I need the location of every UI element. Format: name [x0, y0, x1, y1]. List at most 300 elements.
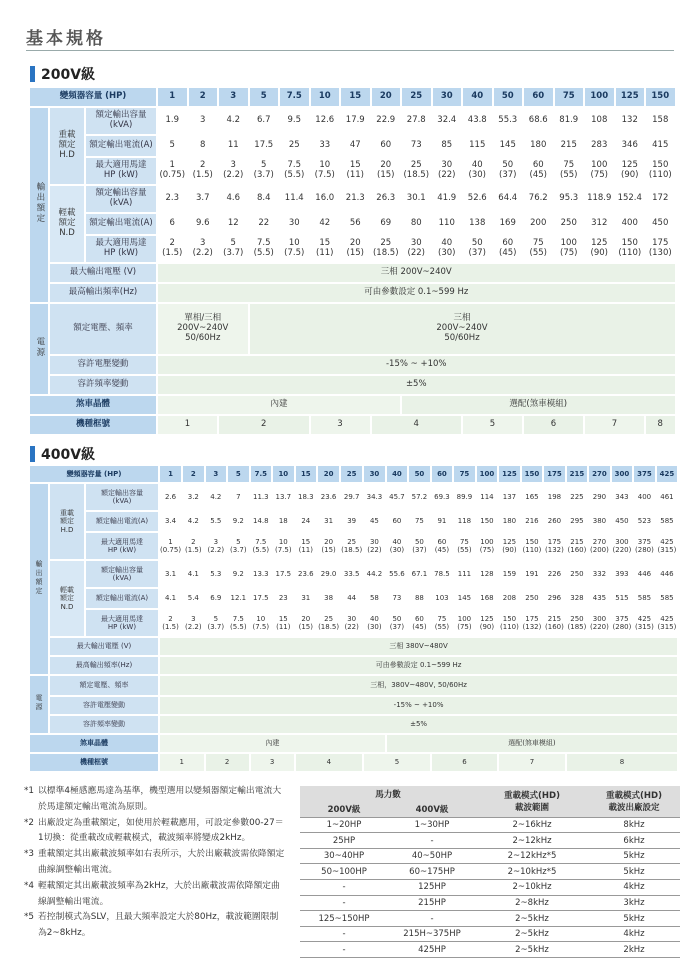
carrier-cell: 50~100HP — [300, 864, 388, 880]
spec-value: 10 (7.5) — [280, 236, 309, 262]
spec-value: 108 — [585, 108, 614, 134]
rated-current-label: 額定輸出電流(A) — [86, 589, 158, 608]
capacity-value: 40 — [463, 88, 492, 106]
spec-value: 2 (1.5) — [158, 236, 187, 262]
capacity-value: 60 — [524, 88, 553, 106]
footnote-number: *1 — [24, 786, 34, 796]
spec-value: 200 — [524, 214, 553, 234]
spec-value: 56 — [341, 214, 370, 234]
capacity-value: 20 — [318, 466, 339, 482]
frame-value: 8 — [567, 754, 678, 771]
spec-value: 7.5 (5.5) — [280, 158, 309, 184]
spec-value: 5.3 — [206, 561, 227, 587]
footnote-number: *3 — [24, 849, 34, 860]
table-row — [30, 589, 677, 608]
rated-current-label: 額定輸出電流(A) — [86, 136, 156, 156]
table-row — [30, 735, 677, 752]
spec-value: 11 — [219, 136, 248, 156]
carrier-cell: 2~16kHz — [476, 817, 588, 833]
spec-value: 415 — [646, 136, 675, 156]
spec-value: 3.2 — [183, 484, 204, 510]
max-voltage-label: 最大輸出電壓 (V) — [50, 638, 158, 655]
voltage-variation-label: 容許電壓變動 — [50, 356, 156, 374]
spec-value: 60 (45) — [524, 158, 553, 184]
spec-value: 88 — [409, 589, 430, 608]
spec-value: 7 — [228, 484, 249, 510]
footnote-number: *5 — [24, 912, 34, 923]
brake-transistor-label: 煞車晶體 — [30, 396, 156, 414]
heavy-rating-label: 重載 額定 H.D — [50, 484, 84, 559]
spec-value: 461 — [657, 484, 678, 510]
spec-value: 8 — [189, 136, 218, 156]
spec-value: 169 — [494, 214, 523, 234]
spec-value: 250 (185) — [567, 610, 588, 636]
spec-value: 58 — [364, 589, 385, 608]
spec-value: 111 — [454, 561, 475, 587]
max-motor-label: 最大適用馬達 HP (kW) — [86, 236, 156, 262]
spec-value: 32.4 — [433, 108, 462, 134]
table-row — [30, 676, 677, 695]
capacity-value: 10 — [273, 466, 294, 482]
spec-value: 50 (37) — [409, 533, 430, 559]
carrier-cell: 215HP — [388, 895, 476, 911]
spec-value: 250 — [522, 589, 543, 608]
capacity-value: 150 — [522, 466, 543, 482]
footnote — [24, 816, 286, 848]
spec-value: 20 (15) — [296, 610, 317, 636]
spec-value: 3.1 — [160, 561, 181, 587]
capacity-value: 125 — [499, 466, 520, 482]
table-row — [30, 376, 675, 394]
spec-value: 180 — [524, 136, 553, 156]
carrier-row — [300, 895, 680, 911]
spec-value: 435 — [589, 589, 610, 608]
spec-value: 5 (3.7) — [228, 533, 249, 559]
spec-value: 191 — [522, 561, 543, 587]
carrier-cell: 6kHz — [588, 833, 680, 849]
spec-value: 5 (3.7) — [219, 236, 248, 262]
spec-value: 150 (110) — [646, 158, 675, 184]
light-rating-label: 輕載 額定 N.D — [50, 561, 84, 636]
carrier-cell: 30~40HP — [300, 848, 388, 864]
spec-value: 145 — [494, 136, 523, 156]
spec-value: 2.6 — [160, 484, 181, 510]
capacity-value: 2 — [189, 88, 218, 106]
voltage-variation-value: -15% ~ +10% — [160, 697, 677, 714]
table-row — [30, 396, 675, 414]
spec-value: 118 — [454, 512, 475, 531]
brake-builtin: 內建 — [160, 735, 385, 752]
carrier-frequency-table — [300, 786, 680, 958]
spec-value: 25 (18.5) — [372, 236, 401, 262]
spec-value: 215 (160) — [567, 533, 588, 559]
spec-value: 30 (22) — [402, 236, 431, 262]
spec-table-400v — [28, 464, 679, 773]
capacity-value: 15 — [296, 466, 317, 482]
spec-value: 3.7 — [189, 186, 218, 212]
table-row — [30, 214, 675, 234]
table-row — [30, 158, 675, 184]
spec-value: 52.6 — [463, 186, 492, 212]
frequency-variation-value: ±5% — [158, 376, 675, 394]
table-row — [30, 484, 677, 510]
capacity-value: 50 — [409, 466, 430, 482]
spec-value: 523 — [634, 512, 655, 531]
spec-value: 69.3 — [432, 484, 453, 510]
max-frequency-label: 最高輸出頻率(Hz) — [50, 284, 156, 302]
table-row — [30, 657, 677, 674]
spec-value: 78.5 — [432, 561, 453, 587]
capacity-value: 125 — [616, 88, 645, 106]
heavy-rating-label: 重載 額定 H.D — [50, 108, 84, 184]
spec-value: 33.5 — [341, 561, 362, 587]
spec-value: 25 (18.5) — [402, 158, 431, 184]
table-row — [30, 638, 677, 655]
capacity-value: 30 — [433, 88, 462, 106]
spec-value: 165 — [522, 484, 543, 510]
spec-value: 26.3 — [372, 186, 401, 212]
capacity-value: 20 — [372, 88, 401, 106]
spec-value: 2 (1.5) — [160, 610, 181, 636]
brake-optional: 選配(煞車模組) — [387, 735, 678, 752]
spec-value: 6 — [158, 214, 187, 234]
spec-value: 446 — [657, 561, 678, 587]
table-row — [30, 754, 677, 771]
max-motor-label: 最大適用馬達 HP (kW) — [86, 533, 158, 559]
section-400v-title: 400V級 — [41, 447, 96, 463]
carrier-cell: - — [300, 880, 388, 896]
spec-value: 30.1 — [402, 186, 431, 212]
frame-value: 5 — [364, 754, 430, 771]
carrier-cell: 425HP — [388, 942, 476, 958]
carrier-cell: 125~150HP — [300, 911, 388, 927]
spec-value: 128 — [477, 561, 498, 587]
carrier-cell: - — [388, 911, 476, 927]
rated-voltage-value: 三相，380V~480V, 50/60Hz — [160, 676, 677, 695]
spec-value: 81.9 — [555, 108, 584, 134]
spec-value: 21.3 — [341, 186, 370, 212]
spec-value: 450 — [612, 512, 633, 531]
table-row — [30, 284, 675, 302]
frame-value: 5 — [463, 416, 522, 434]
carrier-cell: 2~10kHz — [476, 880, 588, 896]
capacity-value: 30 — [364, 466, 385, 482]
spec-value: 250 — [567, 561, 588, 587]
capacity-value: 1 — [158, 88, 187, 106]
max-motor-label: 最大適用馬達 HP (kW) — [86, 610, 158, 636]
max-motor-label: 最大適用馬達 HP (kW) — [86, 158, 156, 184]
spec-value: 425 (315) — [657, 610, 678, 636]
spec-value: 172 — [646, 186, 675, 212]
output-rating-label: 輸出額定 — [30, 484, 48, 674]
frame-value: 4 — [372, 416, 462, 434]
spec-value: 10 (7.5) — [273, 533, 294, 559]
brake-builtin: 內建 — [158, 396, 400, 414]
spec-value: 250 — [555, 214, 584, 234]
carrier-cell: 8kHz — [588, 817, 680, 833]
capacity-header: 變頻器容量 (HP) — [30, 88, 156, 106]
spec-value: 80 — [402, 214, 431, 234]
spec-value: 50 (37) — [463, 236, 492, 262]
spec-value: 100 (75) — [454, 610, 475, 636]
max-voltage-label: 最大輸出電壓 (V) — [50, 264, 156, 282]
spec-value: 75 (55) — [555, 158, 584, 184]
footnote-text: 以標準4極感應馬達為基準，機型選用以變頻器額定輸出電流大於馬達額定輸出電流為原則。 — [38, 786, 282, 812]
footnote-text: 輕載額定其出廠載波頻率為2kHz，大於出廠載波需依降額定曲線調整輸出電流。 — [38, 880, 280, 907]
frame-value: 1 — [160, 754, 204, 771]
carrier-cell: 25HP — [300, 833, 388, 849]
spec-value: 295 — [567, 512, 588, 531]
table-row — [30, 716, 677, 733]
carrier-default-header: 重載模式(HD) 載波出廠設定 — [588, 786, 680, 817]
rated-voltage-label: 額定電壓、頻率 — [50, 676, 158, 695]
spec-value: 4.2 — [206, 484, 227, 510]
capacity-value: 75 — [555, 88, 584, 106]
capacity-value: 1 — [160, 466, 181, 482]
rated-voltage-single-three: 單相/三相 200V~240V 50/60Hz — [158, 304, 248, 354]
spec-value: 24 — [296, 512, 317, 531]
capacity-value: 100 — [585, 88, 614, 106]
capacity-value: 7.5 — [251, 466, 272, 482]
spec-value: 25 (18.5) — [341, 533, 362, 559]
max-voltage-value: 三相 200V~240V — [158, 264, 675, 282]
spec-value: 47 — [341, 136, 370, 156]
spec-value: 1.9 — [158, 108, 187, 134]
max-frequency-label: 最高輸出頻率(Hz) — [50, 657, 158, 674]
spec-value: 33 — [311, 136, 340, 156]
capacity-value: 300 — [612, 466, 633, 482]
spec-value: 22 — [250, 214, 279, 234]
spec-value: 7.5 (5.5) — [251, 533, 272, 559]
spec-value: 380 — [589, 512, 610, 531]
spec-value: 44.2 — [364, 561, 385, 587]
spec-value: 60 (45) — [494, 236, 523, 262]
capacity-value: 375 — [634, 466, 655, 482]
spec-value: 175 (130) — [646, 236, 675, 262]
capacity-header: 變頻器容量 (HP) — [30, 466, 158, 482]
capacity-value: 50 — [494, 88, 523, 106]
hp-header: 馬力數 — [300, 786, 476, 802]
spec-value: 198 — [544, 484, 565, 510]
frame-value: 3 — [251, 754, 294, 771]
spec-value: 100 (75) — [555, 236, 584, 262]
spec-value: 2 (1.5) — [189, 158, 218, 184]
spec-value: 75 (55) — [454, 533, 475, 559]
spec-value: 100 (75) — [477, 533, 498, 559]
capacity-value: 25 — [402, 88, 431, 106]
table-row — [30, 304, 675, 354]
table-row — [30, 466, 677, 482]
carrier-row — [300, 848, 680, 864]
output-rating-label: 輸出額定 — [30, 108, 48, 302]
frequency-variation-label: 容許頻率變動 — [50, 716, 158, 733]
spec-value: 11.3 — [251, 484, 272, 510]
spec-value: 283 — [585, 136, 614, 156]
spec-value: 20 (15) — [341, 236, 370, 262]
spec-value: 3 (2.2) — [183, 610, 204, 636]
spec-table-200v — [28, 86, 677, 436]
spec-value: 67.1 — [409, 561, 430, 587]
carrier-row — [300, 880, 680, 896]
spec-value: 75 (55) — [524, 236, 553, 262]
spec-value: 515 — [612, 589, 633, 608]
carrier-cell: 125HP — [388, 880, 476, 896]
carrier-cell: 4kHz — [588, 880, 680, 896]
page-title: 基本規格 — [26, 29, 106, 49]
spec-value: 118.9 — [585, 186, 614, 212]
spec-value: 6.9 — [206, 589, 227, 608]
spec-value: 125 (90) — [585, 236, 614, 262]
spec-value: 226 — [544, 561, 565, 587]
spec-value: 9.2 — [228, 561, 249, 587]
spec-value: 55.3 — [494, 108, 523, 134]
power-label: 電源 — [30, 676, 48, 733]
capacity-value: 7.5 — [280, 88, 309, 106]
table-row — [30, 512, 677, 531]
spec-value: 68.6 — [524, 108, 553, 134]
table-row — [30, 561, 677, 587]
table-row — [30, 356, 675, 374]
spec-value: 41.9 — [433, 186, 462, 212]
frame-label: 機種框號 — [30, 754, 158, 771]
section-400v-heading — [30, 444, 95, 464]
spec-value: 20 (15) — [318, 533, 339, 559]
spec-value: 585 — [657, 589, 678, 608]
spec-value: 95.3 — [555, 186, 584, 212]
footnote — [24, 847, 286, 879]
spec-value: 5.5 — [206, 512, 227, 531]
spec-value: 328 — [567, 589, 588, 608]
spec-value: 393 — [612, 561, 633, 587]
section-200v-title: 200V級 — [41, 67, 96, 83]
capacity-value: 40 — [387, 466, 408, 482]
spec-value: 215 — [555, 136, 584, 156]
spec-value: 15 (11) — [311, 236, 340, 262]
capacity-value: 5 — [250, 88, 279, 106]
spec-value: 44 — [341, 589, 362, 608]
spec-value: 150 (110) — [522, 533, 543, 559]
spec-value: 5 (3.7) — [206, 610, 227, 636]
title-divider — [26, 50, 674, 51]
spec-value: 400 — [634, 484, 655, 510]
spec-value: 4.2 — [183, 512, 204, 531]
carrier-cell: 3kHz — [588, 895, 680, 911]
brake-transistor-label: 煞車晶體 — [30, 735, 158, 752]
frequency-variation-value: ±5% — [160, 716, 677, 733]
spec-value: 34.3 — [364, 484, 385, 510]
spec-value: 125 (90) — [616, 158, 645, 184]
carrier-cell: 2~12kHz*5 — [476, 848, 588, 864]
spec-value: 17.9 — [341, 108, 370, 134]
col-200v-header: 200V級 — [300, 802, 388, 818]
power-label: 電源 — [30, 304, 48, 394]
spec-value: 73 — [402, 136, 431, 156]
spec-value: 30 (22) — [364, 533, 385, 559]
frame-label: 機種框號 — [30, 416, 156, 434]
carrier-cell: 215H~375HP — [388, 926, 476, 942]
carrier-cell: 4kHz — [588, 926, 680, 942]
spec-value: 110 — [433, 214, 462, 234]
spec-value: 89.9 — [454, 484, 475, 510]
spec-value: 31 — [318, 512, 339, 531]
table-row — [30, 697, 677, 714]
rated-voltage-label: 額定電壓、頻率 — [50, 304, 156, 354]
carrier-cell: - — [300, 926, 388, 942]
spec-value: 7.5 (5.5) — [250, 236, 279, 262]
spec-value: 125 (90) — [477, 610, 498, 636]
spec-value: 137 — [499, 484, 520, 510]
spec-value: 150 (110) — [616, 236, 645, 262]
voltage-variation-value: -15% ~ +10% — [158, 356, 675, 374]
spec-value: 60 (45) — [409, 610, 430, 636]
spec-value: 125 (90) — [499, 533, 520, 559]
carrier-cell: - — [300, 895, 388, 911]
carrier-row — [300, 926, 680, 942]
max-voltage-value: 三相 380V~480V — [160, 638, 677, 655]
spec-value: 50 (37) — [494, 158, 523, 184]
rated-current-label: 額定輸出電流(A) — [86, 214, 156, 234]
spec-value: 5 (3.7) — [250, 158, 279, 184]
spec-value: 23.6 — [318, 484, 339, 510]
spec-value: 5 — [158, 136, 187, 156]
spec-value: 3 (2.2) — [189, 236, 218, 262]
spec-value: 64.4 — [494, 186, 523, 212]
spec-value: 25 — [280, 136, 309, 156]
spec-value: 100 (75) — [585, 158, 614, 184]
spec-value: 175 (132) — [522, 610, 543, 636]
spec-value: 13.7 — [273, 484, 294, 510]
table-row — [30, 533, 677, 559]
spec-value: 18 — [273, 512, 294, 531]
carrier-row — [300, 833, 680, 849]
rated-capacity-label: 額定輸出容量 (kVA) — [86, 108, 156, 134]
spec-value: 375 (280) — [612, 610, 633, 636]
capacity-value: 270 — [589, 466, 610, 482]
spec-value: 180 — [499, 512, 520, 531]
footnotes — [24, 784, 286, 942]
frequency-variation-label: 容許頻率變動 — [50, 376, 156, 394]
spec-value: 17.5 — [250, 136, 279, 156]
carrier-cell: 2~5kHz — [476, 942, 588, 958]
frame-value: 4 — [296, 754, 363, 771]
table-row — [30, 88, 675, 106]
spec-value: 25 (18.5) — [318, 610, 339, 636]
rated-current-label: 額定輸出電流(A) — [86, 512, 158, 531]
footnote — [24, 879, 286, 911]
spec-value: 375 (280) — [634, 533, 655, 559]
spec-value: 12.6 — [311, 108, 340, 134]
spec-value: 40 (30) — [463, 158, 492, 184]
spec-value: 12.1 — [228, 589, 249, 608]
carrier-cell: 1~30HP — [388, 817, 476, 833]
carrier-cell: - — [300, 942, 388, 958]
spec-value: 4.2 — [219, 108, 248, 134]
spec-value: 425 (315) — [634, 610, 655, 636]
frame-value: 7 — [585, 416, 644, 434]
spec-value: 152.4 — [616, 186, 645, 212]
rated-capacity-label: 額定輸出容量 (kVA) — [86, 561, 158, 587]
spec-value: 585 — [657, 512, 678, 531]
spec-value: 7.5 (5.5) — [228, 610, 249, 636]
section-200v-heading — [30, 64, 95, 84]
spec-value: 15 (11) — [341, 158, 370, 184]
spec-value: 23 — [273, 589, 294, 608]
spec-value: 29.7 — [341, 484, 362, 510]
spec-value: 42 — [311, 214, 340, 234]
spec-value: 296 — [544, 589, 565, 608]
spec-value: 4.6 — [219, 186, 248, 212]
brake-optional: 選配(煞車模組) — [402, 396, 675, 414]
